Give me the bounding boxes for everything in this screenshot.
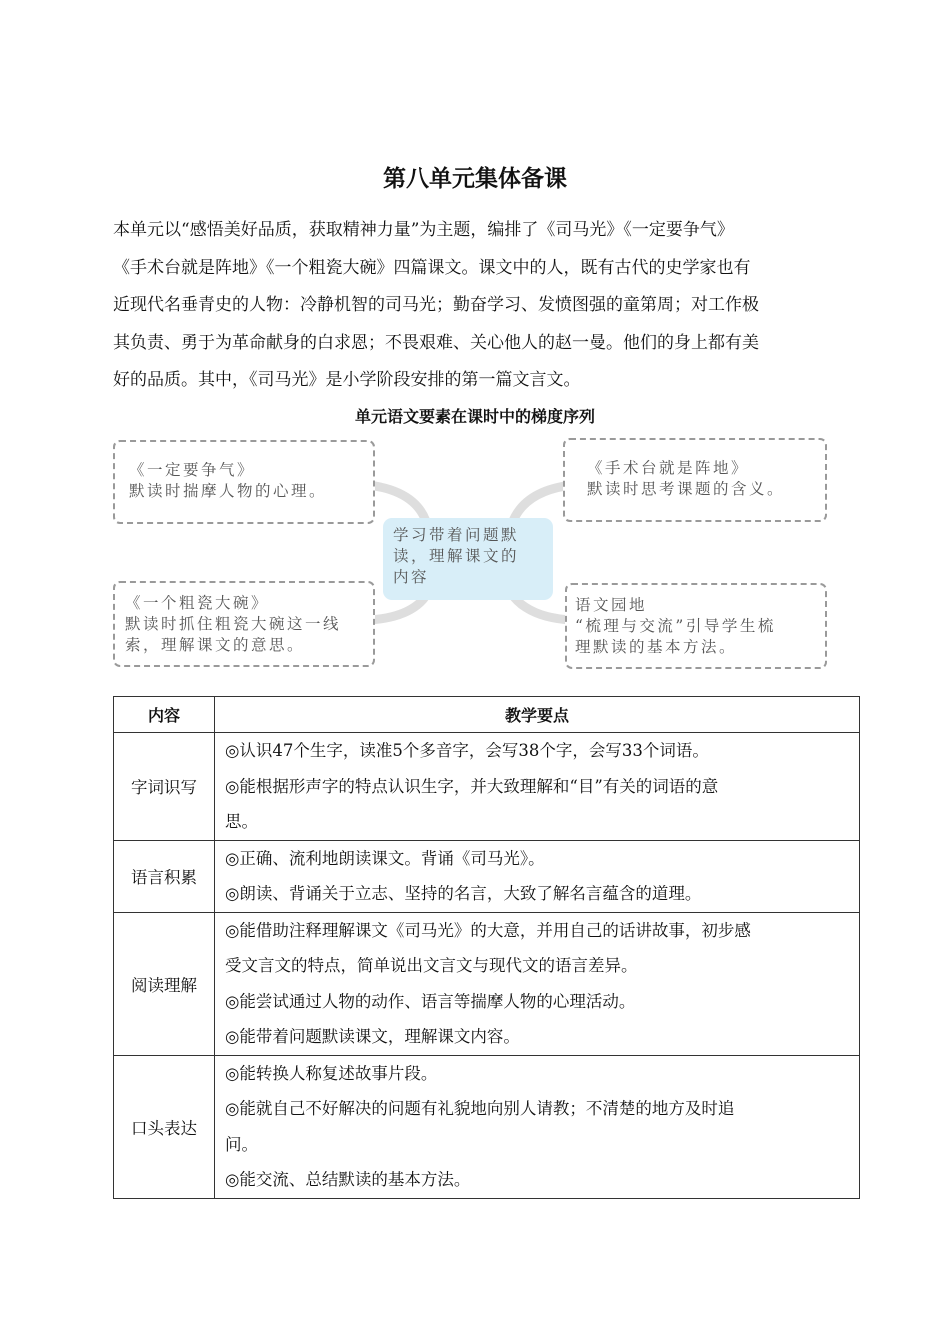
header-content: 内容 xyxy=(114,697,215,733)
node-text: 默读时抓住粗瓷大碗这一线 xyxy=(125,615,342,633)
node-text: 索，理解课文的意思。 xyxy=(125,636,306,654)
node-text: “梳理与交流”引导学生梳 xyxy=(575,617,776,635)
header-teaching-points: 教学要点 xyxy=(215,697,860,733)
row-points xyxy=(215,733,860,841)
node-yige-cuci-dawan xyxy=(113,581,375,667)
teaching-point: 问。 xyxy=(225,1134,258,1154)
teaching-point: ◎能带着问题默读课文，理解课文内容。 xyxy=(225,1027,520,1046)
table-row xyxy=(114,1055,860,1198)
node-yuwen-yuandi xyxy=(565,583,827,669)
node-yiding-yao-zhengqi xyxy=(113,440,375,524)
center-node xyxy=(383,518,553,600)
node-title: 语文园地 xyxy=(575,596,648,614)
center-text: 读，理解课文的 xyxy=(393,547,520,565)
teaching-point: ◎能尝试通过人物的动作、语言等揣摩人物的心理活动。 xyxy=(225,991,636,1011)
teaching-point: 思。 xyxy=(225,812,258,831)
row-category: 字词识写 xyxy=(114,733,215,841)
center-text: 学习带着问题默 xyxy=(393,526,520,544)
table-row xyxy=(114,840,860,912)
teaching-point: ◎能交流、总结默读的基本方法。 xyxy=(225,1170,471,1189)
intro-line: 好的品质。其中，《司马光》是小学阶段安排的第一篇文言文。 xyxy=(113,370,581,390)
teaching-point: ◎能就自己不好解决的问题有礼貌地向别人请教；不清楚的地方及时追 xyxy=(225,1099,735,1118)
node-shoushutai-jiushi-zhendi xyxy=(563,438,827,522)
teaching-point: 受文言文的特点，简单说出文言文与现代文的语言差异。 xyxy=(225,956,638,975)
table-header-row xyxy=(114,697,860,733)
teaching-point: ◎能借助注释理解课文《司马光》的大意，并用自己的话讲故事，初步感 xyxy=(225,920,751,940)
teaching-points-table xyxy=(113,696,860,1199)
teaching-point: ◎朗读、背诵关于立志、坚持的名言，大致了解名言蕴含的道理。 xyxy=(225,884,702,903)
table-row xyxy=(114,912,860,1055)
row-points xyxy=(215,1055,860,1198)
node-title: 《手术台就是阵地》 xyxy=(587,459,750,477)
page-title: 第八单元集体备课 xyxy=(383,166,567,192)
teaching-point: ◎能转换人称复述故事片段。 xyxy=(225,1063,438,1083)
intro-line: 其负责、勇于为革命献身的白求恩；不畏艰难、关心他人的赵一曼。他们的身上都有美 xyxy=(113,332,759,353)
intro-paragraph xyxy=(113,212,843,400)
teaching-point: ◎能根据形声字的特点认识生字，并大致理解和“目”有关的词语的意 xyxy=(225,776,719,796)
diagram-title: 单元语文要素在课时中的梯度序列 xyxy=(354,407,595,426)
row-points xyxy=(215,840,860,912)
node-title: 《一定要争气》 xyxy=(129,461,256,479)
row-category: 语言积累 xyxy=(114,840,215,912)
row-points xyxy=(215,912,860,1055)
mind-map xyxy=(110,430,830,675)
center-text: 内容 xyxy=(393,568,430,586)
intro-line: 本单元以“感悟美好品质，获取精神力量”为主题，编排了《司马光》《一定要争气》 xyxy=(113,220,734,240)
row-category: 口头表达 xyxy=(114,1055,215,1198)
row-category: 阅读理解 xyxy=(114,912,215,1055)
teaching-point: ◎正确、流利地朗读课文。背诵《司马光》。 xyxy=(225,848,545,868)
node-title: 《一个粗瓷大碗》 xyxy=(125,594,270,612)
node-text: 理默读的基本方法。 xyxy=(575,638,738,656)
intro-line: 近现代名垂青史的人物：冷静机智的司马光；勤奋学习、发愤图强的童第周；对工作极 xyxy=(113,295,759,315)
node-text: 默读时揣摩人物的心理。 xyxy=(129,482,328,500)
intro-line: 《手术台就是阵地》《一个粗瓷大碗》四篇课文。课文中的人，既有古代的史学家也有 xyxy=(113,257,751,278)
node-text: 默读时思考课题的含义。 xyxy=(587,480,786,498)
teaching-point: ◎认识47个生字，读准5个多音字，会写38个字，会写33个词语。 xyxy=(225,741,709,760)
table-row xyxy=(114,733,860,841)
